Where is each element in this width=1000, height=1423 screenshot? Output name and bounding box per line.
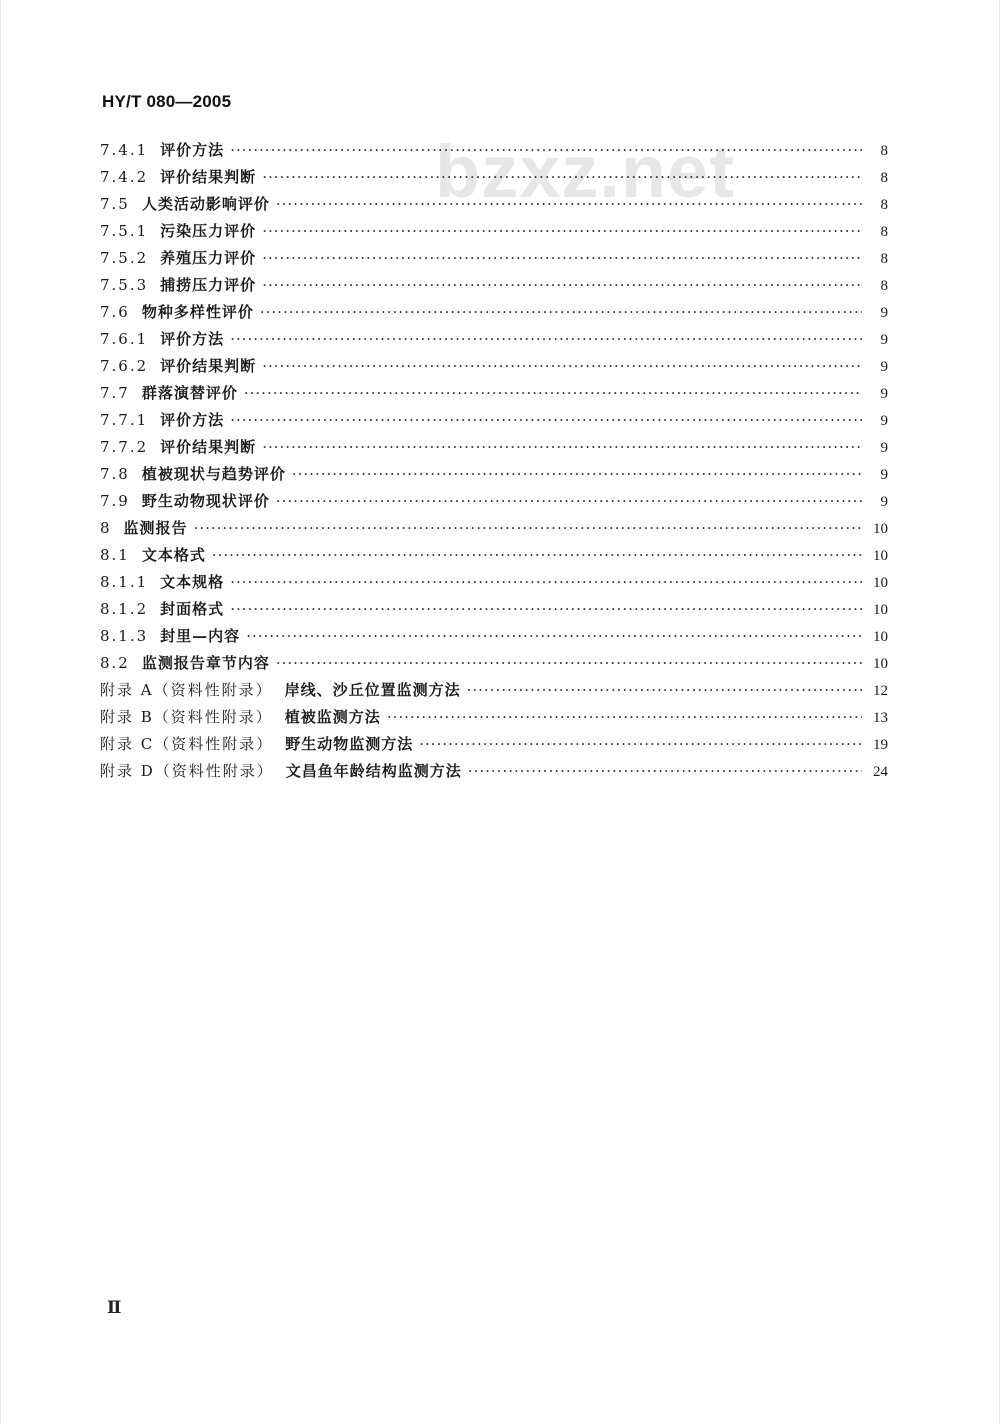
toc-entry-number: 附录 A（资料性附录）: [100, 681, 273, 699]
toc-entry-page: 9: [880, 359, 888, 375]
toc-entry-title: 野生动物现状评价: [141, 492, 270, 510]
toc-leader-dots: [387, 704, 862, 731]
toc-entry[interactable]: [100, 515, 888, 542]
toc-leader-dots: [419, 731, 862, 758]
toc-entry-title: 文本规格: [160, 573, 225, 591]
toc-leader-dots: [230, 407, 862, 434]
toc-entry-title: 捕捞压力评价: [160, 276, 257, 294]
toc-entry-number: 7.4.2: [100, 168, 149, 186]
toc-entry-page: 10: [873, 656, 888, 672]
toc-entry-page: 10: [873, 602, 888, 618]
toc-entry-page: 19: [873, 737, 888, 753]
toc-entry[interactable]: [100, 677, 888, 704]
toc-entry-page: 10: [873, 629, 888, 645]
toc-entry-title: 评价结果判断: [160, 168, 257, 186]
toc-entry[interactable]: [100, 650, 888, 677]
toc-entry-number: 8.1: [100, 546, 130, 564]
toc-entry[interactable]: [100, 353, 888, 380]
toc-entry-number: 7.7: [100, 384, 130, 402]
toc-entry-title: 群落演替评价: [141, 384, 238, 402]
toc-entry-title: 植被监测方法: [284, 708, 381, 726]
toc-leader-dots: [276, 650, 862, 677]
toc-leader-dots: [260, 299, 862, 326]
toc-entry[interactable]: [100, 488, 888, 515]
toc-entry-page: 13: [873, 710, 888, 726]
toc-entry[interactable]: [100, 731, 888, 758]
toc-entry-title: 评价方法: [160, 330, 225, 348]
toc-entry-number: 7.9: [100, 492, 130, 510]
toc-entry-number: 7.7.2: [100, 438, 149, 456]
toc-leader-dots: [212, 542, 862, 569]
toc-leader-dots: [262, 272, 862, 299]
toc-entry-page: 12: [873, 683, 888, 699]
toc-entry[interactable]: [100, 623, 888, 650]
toc-entry-page: 9: [880, 440, 888, 456]
toc-leader-dots: [244, 380, 862, 407]
toc-entry[interactable]: [100, 164, 888, 191]
toc-entry[interactable]: [100, 569, 888, 596]
toc-entry-title: 植被现状与趋势评价: [141, 465, 286, 483]
toc-entry-number: 7.6: [100, 303, 130, 321]
toc-entry-number: 8.1.1: [100, 573, 149, 591]
toc-entry-page: 8: [880, 224, 888, 240]
toc-entry-title: 岸线、沙丘位置监测方法: [284, 681, 461, 699]
toc-entry-number: 7.5: [100, 195, 130, 213]
toc-entry[interactable]: [100, 137, 888, 164]
toc-entry[interactable]: [100, 191, 888, 218]
toc-leader-dots: [467, 677, 862, 704]
toc-leader-dots: [230, 137, 862, 164]
toc-entry-page: 9: [880, 332, 888, 348]
toc-entry-title: 养殖压力评价: [160, 249, 257, 267]
toc-entry-number: 8.1.2: [100, 600, 149, 618]
watermark: bzxz.net: [435, 130, 735, 213]
toc-leader-dots: [262, 164, 862, 191]
toc-entry-page: 9: [880, 467, 888, 483]
toc-leader-dots: [262, 245, 862, 272]
toc-entry-title: 评价结果判断: [160, 357, 257, 375]
toc-entry-page: 8: [880, 251, 888, 267]
toc-entry-number: 7.5.3: [100, 276, 149, 294]
toc-entry-number: 7.8: [100, 465, 130, 483]
toc-entry[interactable]: [100, 407, 888, 434]
toc-entry-number: 7.7.1: [100, 411, 149, 429]
toc-leader-dots: [276, 191, 862, 218]
toc-entry[interactable]: [100, 461, 888, 488]
toc-entry-page: 8: [880, 143, 888, 159]
toc-entry-title: 评价方法: [160, 411, 225, 429]
toc-entry[interactable]: [100, 758, 888, 785]
toc-entry-title: 物种多样性评价: [141, 303, 254, 321]
toc-entry-title: 封里—内容: [160, 627, 241, 645]
toc-entry-number: 7.6.1: [100, 330, 149, 348]
toc-entry-number: 附录 C（资料性附录）: [100, 735, 274, 753]
toc-leader-dots: [262, 218, 862, 245]
toc-entry-title: 文昌鱼年龄结构监测方法: [285, 762, 462, 780]
toc-entry-number: 8: [100, 519, 112, 537]
page-number: Ⅱ: [107, 1298, 122, 1317]
toc-entry-number: 附录 D（资料性附录）: [100, 762, 274, 780]
toc-entry-number: 7.6.2: [100, 357, 149, 375]
toc-entry-title: 野生动物监测方法: [285, 735, 414, 753]
toc-entry-page: 10: [873, 575, 888, 591]
toc-entry[interactable]: [100, 326, 888, 353]
toc-leader-dots: [230, 569, 862, 596]
toc-entry-title: 人类活动影响评价: [141, 195, 270, 213]
toc-entry-number: 附录 B（资料性附录）: [100, 708, 273, 726]
toc-entry[interactable]: [100, 299, 888, 326]
toc-entry[interactable]: [100, 434, 888, 461]
toc-entry-page: 10: [873, 521, 888, 537]
toc-entry-title: 污染压力评价: [160, 222, 257, 240]
toc-entry-page: 9: [880, 386, 888, 402]
toc-entry[interactable]: [100, 596, 888, 623]
toc-entry[interactable]: [100, 704, 888, 731]
toc-entry-page: 8: [880, 197, 888, 213]
toc-leader-dots: [468, 758, 862, 785]
toc-entry-page: 10: [873, 548, 888, 564]
toc-entry-title: 评价结果判断: [160, 438, 257, 456]
toc-entry-title: 监测报告章节内容: [141, 654, 270, 672]
toc-entry-title: 评价方法: [160, 141, 225, 159]
toc-entry-number: 7.4.1: [100, 141, 149, 159]
toc-entry-title: 监测报告: [123, 519, 188, 537]
toc-entry[interactable]: [100, 380, 888, 407]
toc-entry-title: 文本格式: [141, 546, 206, 564]
toc-entry[interactable]: [100, 218, 888, 245]
standard-code: HY/T 080—2005: [102, 92, 232, 111]
toc-leader-dots: [230, 596, 862, 623]
toc-leader-dots: [230, 326, 862, 353]
toc-entry-page: 24: [873, 764, 888, 780]
toc-entry[interactable]: [100, 272, 888, 299]
table-of-contents: [100, 130, 888, 785]
toc-entry-title: 封面格式: [160, 600, 225, 618]
toc-entry-page: 8: [880, 170, 888, 186]
toc-leader-dots: [262, 353, 862, 380]
toc-leader-dots: [246, 623, 862, 650]
toc-leader-dots: [292, 461, 862, 488]
toc-leader-dots: [276, 488, 862, 515]
toc-entry[interactable]: [100, 245, 888, 272]
toc-entry-number: 7.5.1: [100, 222, 149, 240]
toc-entry-number: 8.2: [100, 654, 130, 672]
toc-entry-page: 8: [880, 278, 888, 294]
toc-leader-dots: [262, 434, 862, 461]
toc-entry-page: 9: [880, 413, 888, 429]
toc-entry-page: 9: [880, 494, 888, 510]
toc-entry-number: 7.5.2: [100, 249, 149, 267]
toc-leader-dots: [194, 515, 862, 542]
toc-entry-page: 9: [880, 305, 888, 321]
toc-entry[interactable]: [100, 542, 888, 569]
toc-entry-number: 8.1.3: [100, 627, 149, 645]
